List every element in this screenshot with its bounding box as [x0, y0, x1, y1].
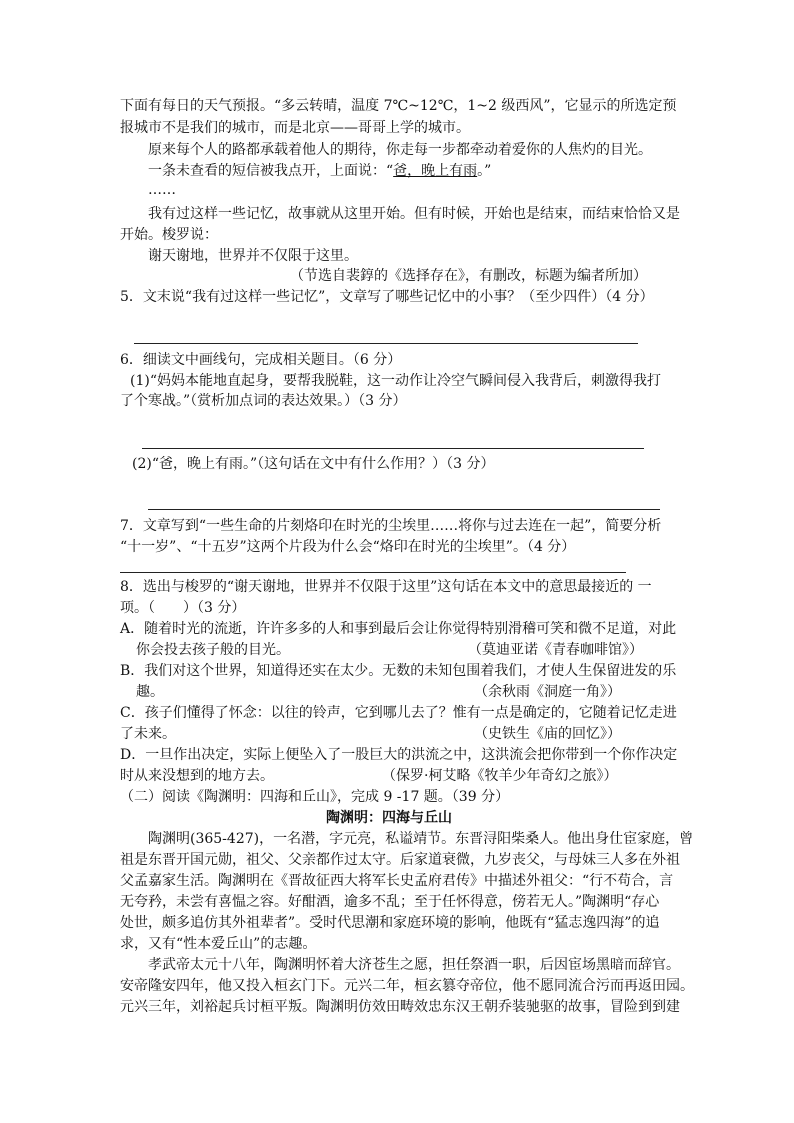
option-a-source: （莫迪亚诺《青春咖啡馆》） [468, 642, 643, 658]
passage-text: 。” [477, 163, 492, 179]
answer-line[interactable] [120, 572, 626, 573]
underlined-sentence: 爸，晚上有雨 [393, 163, 478, 179]
option-c-source: （史铁生《庙的回忆》） [474, 726, 621, 742]
article-line: 孝武帝太元十八年，陶渊明怀着大济苍生之愿，担任祭酒一职，后因宦场黑暗而辞官。 [148, 957, 680, 973]
passage-text: 一条未查看的短信被我点开，上面说：“ [148, 163, 394, 179]
option-c: C．孩子们懂得了怀念：以往的铃声，它到哪儿去了？惟有一点是确定的，它随着记忆走进 [120, 705, 677, 721]
option-d-source: （保罗·柯艾略《牧羊少年奇幻之旅》） [382, 768, 618, 784]
article-line: 无夸矜，未尝有喜愠之容。好酣酒，逾多不乱；至于任怀得意，傍若无人。”陶渊明“存心 [120, 894, 660, 910]
passage-line [148, 161, 491, 181]
option-d: D．一旦作出决定，实际上便坠入了一股巨大的洪流之中，这洪流会把你带到一个你作决定 [120, 747, 678, 763]
question-6-1-cont: 了个寒战。”（赏析加点词的表达效果。）（3 分） [120, 393, 407, 409]
question-6-2: (2)“爸，晚上有雨。”（这句话在文中有什么作用？）（3 分） [132, 456, 495, 472]
option-b-cont: 趣。 [136, 684, 164, 700]
answer-line[interactable] [134, 343, 638, 344]
passage-line: 原来每个人的路都承载着他人的期待，你走每一步都牵动着爱你的人焦灼的目光。 [148, 142, 652, 158]
article-line: 陶渊明(365-427)，一名潜，字元亮，私谥靖节。东晋浔阳柴桑人。他出身仕宦家庭，曾 [148, 831, 694, 847]
passage-source: （节选自裴錞的《选择存在》，有删改，标题为编者所加） [290, 268, 647, 284]
option-c-cont: 了未来。 [120, 726, 176, 742]
option-b-source: （余秋雨《洞庭一角》） [474, 684, 621, 700]
answer-line[interactable] [142, 448, 644, 449]
question-6-1: (1)“妈妈本能地直起身，要帮我脱鞋，这一动作让冷空气瞬间侵入我背后，刺激得我打 [130, 373, 661, 389]
passage-line: 下面有每日的天气预报。“多云转晴，温度 7℃~12℃，1~2 级西风”，它显示的所选定预 [120, 98, 677, 114]
option-a-cont: 你会投去孩子般的目光。 [136, 642, 290, 658]
article-line: 处世，颇多追仿其外祖辈者”。受时代思潮和家庭环境的影响，他既有“猛志逸四海”的追 [120, 915, 660, 931]
question-8: 8．选出与梭罗的“谢天谢地，世界并不仅限于这里”这句话在本文中的意思最接近的 一 [120, 579, 652, 595]
option-d-cont: 时从来没想到的地方去。 [120, 768, 274, 784]
passage-line: 开始。梭罗说： [120, 227, 218, 243]
question-6: 6．细读文中画线句，完成相关题目。（6 分） [120, 352, 402, 368]
article-title: 陶渊明：四海与丘山 [326, 810, 452, 826]
passage-line: 我有过这样一些记忆，故事就从这里开始。但有时候，开始也是结束，而结束恰恰又是 [148, 206, 680, 222]
answer-line[interactable] [148, 509, 660, 510]
ellipsis: …… [148, 182, 176, 198]
article-line: 安帝隆安四年，他又投入桓玄门下。元兴二年，桓玄篡夺帝位，他不愿同流合污而再返田园。 [120, 978, 694, 994]
question-7-cont: “十一岁”、“十五岁”这两个片段为什么会“烙印在时光的尘埃里”。（4 分） [120, 539, 576, 555]
article-line: 元兴三年，刘裕起兵讨桓平叛。陶渊明仿效田畴效忠东汉王朝乔装驰驱的故事，冒险到到建 [120, 999, 680, 1015]
question-7: 7．文章写到“一些生命的片刻烙印在时光的尘埃里……将你与过去连在一起”，简要分析 [120, 518, 662, 534]
question-5: 5．文末说“我有过这样一些记忆”，文章写了哪些记忆中的小事？（至少四件）（4 分） [120, 289, 654, 305]
question-8-cont: 项。（ ）（3 分） [120, 600, 246, 616]
article-line: 祖是东晋开国元勋，祖父、父亲都作过太守。后家道衰微，九岁丧父，与母妹三人多在外祖 [120, 852, 680, 868]
section-header: （二）阅读《陶渊明：四海和丘山》，完成 9 -17 题。（39 分） [120, 789, 510, 805]
article-line: 求，又有“性本爱丘山”的志趣。 [120, 936, 317, 952]
option-a: A．随着时光的流逝，许许多多的人和事到最后会让你觉得特别滑稽可笑和微不足道，对此 [120, 621, 677, 637]
article-line: 父孟嘉家生活。陶渊明在《晋故征西大将军长史孟府君传》中描述外祖父：“行不苟合，言 [120, 873, 674, 889]
passage-line: 报城市不是我们的城市，而是北京——哥哥上学的城市。 [120, 120, 470, 136]
passage-line: 谢天谢地，世界并不仅限于这里。 [148, 248, 358, 264]
option-b: B．我们对这个世界，知道得还实在太少。无数的未知包围着我们，才使人生保留进发的乐 [120, 663, 677, 679]
